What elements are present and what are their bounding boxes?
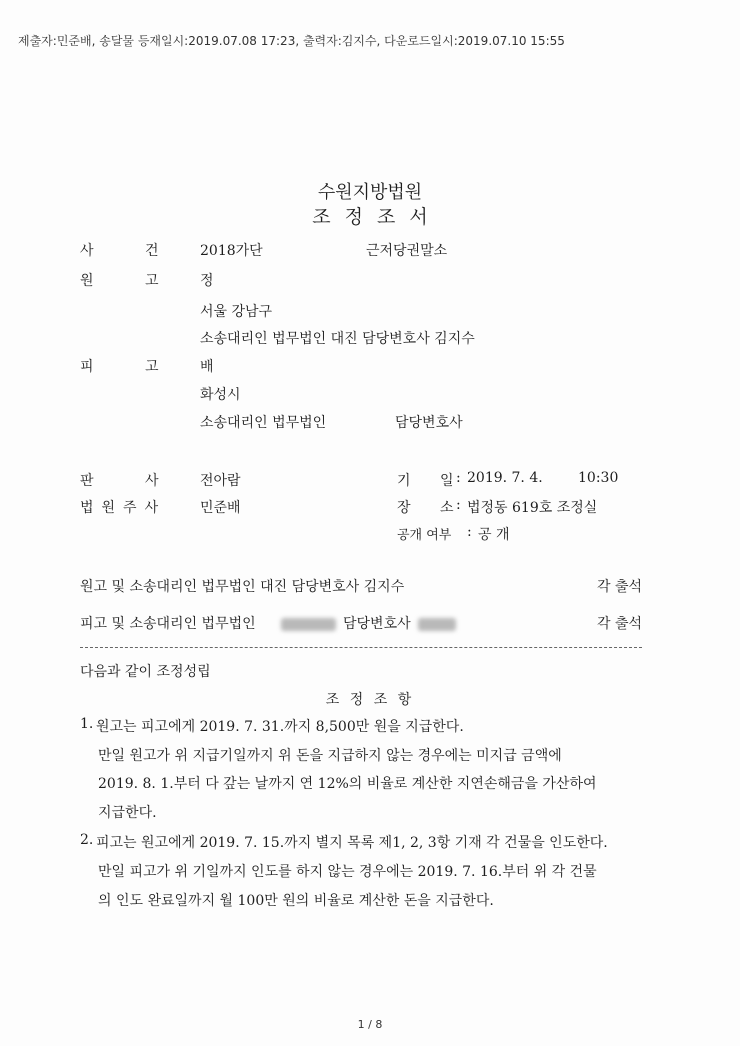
- court-name: 수원지방법원: [317, 182, 423, 203]
- redacted-lawyer: [418, 614, 456, 633]
- defendant-counsel-b: 담당변호사: [395, 415, 463, 431]
- date-time: 10:30: [578, 470, 619, 486]
- clause-1-line-1: 원고는 피고에게 2019. 7. 31.까지 8,500만 원을 지급한다.: [96, 719, 464, 735]
- officer-label: 법원주사: [80, 500, 167, 516]
- defendant-label-b: 고: [145, 359, 159, 375]
- attend-defendant-status: 각 출석: [597, 616, 643, 632]
- download-header: 제출자:민준배, 송달물 등재일시:2019.07.08 17:23, 출력자:김지수, 다운로드일시:2019.07.10 15:55: [18, 34, 565, 48]
- case-name: 근저당권말소: [366, 243, 448, 259]
- page-number: 1 / 8: [357, 1018, 383, 1031]
- place-colon: :: [456, 497, 461, 513]
- place-value: 법정동 619호 조정실: [467, 500, 598, 516]
- case-label-b: 건: [145, 243, 159, 259]
- case-label-a: 사: [80, 243, 94, 259]
- clause-2-number: 2.: [80, 832, 94, 848]
- case-number: 2018가단: [200, 243, 263, 259]
- place-label-b: 소: [440, 500, 454, 516]
- clause-1-line-3: 2019. 8. 1.부터 다 갚는 날까지 연 12%의 비율로 계산한 지연손해금을 가산하여: [98, 776, 597, 792]
- plaintiff-label-b: 고: [145, 273, 159, 289]
- plaintiff-label-a: 원: [80, 273, 94, 289]
- clause-1-number: 1.: [80, 716, 94, 732]
- attend-defendant-text-a: 피고 및 소송대리인 법무법인: [80, 616, 256, 632]
- defendant-label-a: 피: [80, 359, 94, 375]
- divider: [80, 647, 642, 648]
- clause-2-line-2: 만일 피고가 위 기일까지 인도를 하지 않는 경우에는 2019. 7. 16.부터 위 각 건물: [98, 864, 597, 880]
- settlement-intro: 다음과 같이 조정성립: [80, 664, 211, 680]
- attend-plaintiff-text: 원고 및 소송대리인 법무법인 대진 담당변호사 김지수: [80, 579, 405, 595]
- date-value: 2019. 7. 4.: [467, 470, 543, 486]
- public-colon: :: [467, 524, 472, 540]
- section-title: 조 정 조 항: [325, 692, 415, 708]
- plaintiff-counsel: 소송대리인 법무법인 대진 담당변호사 김지수: [200, 331, 475, 347]
- plaintiff-address: 서울 강남구: [200, 304, 273, 320]
- judge-label-b: 사: [145, 473, 159, 489]
- redacted-firm: [281, 614, 336, 633]
- judge-name: 전아람: [200, 473, 241, 489]
- attend-defendant-text-b: 담당변호사: [343, 616, 411, 632]
- defendant-counsel-a: 소송대리인 법무법인: [200, 415, 327, 431]
- clause-2-line-1: 피고는 원고에게 2019. 7. 15.까지 별지 목록 제1, 2, 3항 기재 각 건물을 인도한다.: [96, 835, 608, 851]
- public-value: 공 개: [478, 527, 510, 543]
- plaintiff-name: 정: [200, 273, 214, 289]
- clause-1-line-2: 만일 원고가 위 지급기일까지 위 돈을 지급하지 않는 경우에는 미지급 금액에: [98, 748, 562, 764]
- date-label-b: 일: [440, 473, 454, 489]
- defendant-name: 배: [200, 359, 214, 375]
- clause-2-line-3: 의 인도 완료일까지 월 100만 원의 비율로 계산한 돈을 지급한다.: [98, 893, 494, 909]
- defendant-address: 화성시: [200, 387, 241, 403]
- date-label-a: 기: [397, 473, 411, 489]
- place-label-a: 장: [397, 500, 411, 516]
- attend-plaintiff-status: 각 출석: [597, 579, 643, 595]
- clause-1-line-4: 지급한다.: [98, 805, 157, 821]
- public-label: 공개 여부: [397, 528, 452, 543]
- document-title: 조정조서: [312, 206, 442, 228]
- judge-label-a: 판: [80, 473, 94, 489]
- officer-name: 민준배: [200, 500, 241, 516]
- date-colon: :: [456, 470, 461, 486]
